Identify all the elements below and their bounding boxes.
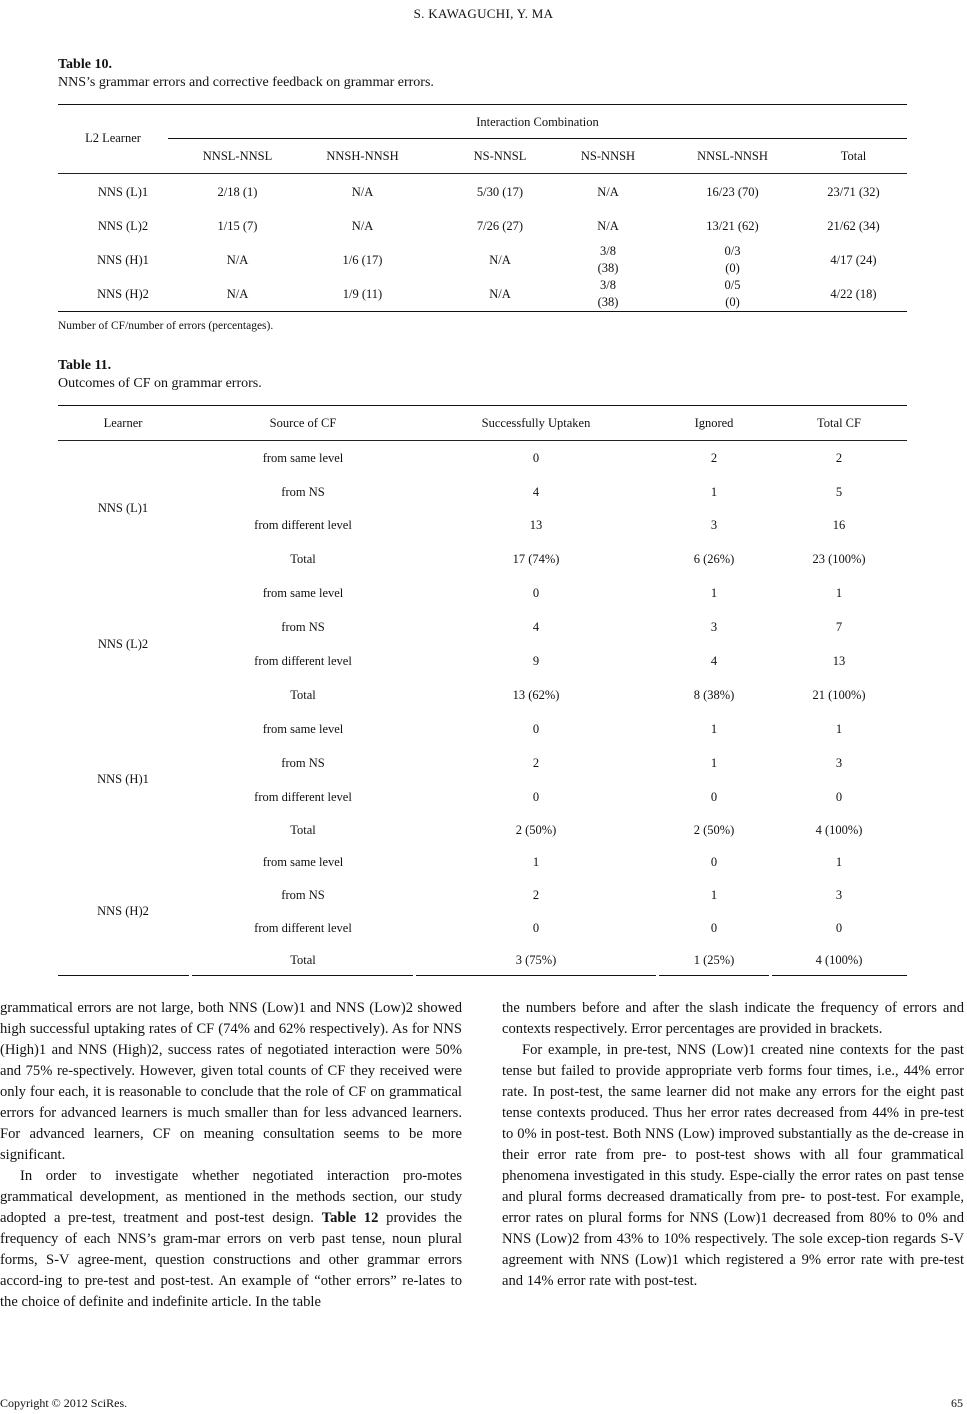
table11-bottom-rule [772,975,907,976]
table11-total: 1 [835,722,843,736]
table11-ignored: 1 [710,722,718,736]
table11-uptaken: 0 [532,921,540,935]
table11-source: from same level [262,722,344,736]
table10-bottom-rule [58,311,907,312]
table11-total: 1 [835,855,843,869]
table11-source: from different level [254,518,352,532]
table10-col-header: NS-NNSH [580,149,636,163]
table11-source: from NS [281,620,325,634]
table11-uptaken: 0 [532,586,540,600]
table11-source: from different level [254,921,352,935]
table10-cell: 16/23 (70) [706,185,759,199]
table11-ignored: 0 [710,855,718,869]
table11-col-header: Source of CF [269,416,337,430]
table10-col-header: NNSL-NNSL [202,149,273,163]
table11-source: from NS [281,756,325,770]
table11-source: Total [290,823,316,837]
table11-uptaken: 2 (50%) [515,823,557,837]
table11-source: from NS [281,888,325,902]
table10-col-header: NNSH-NNSH [326,149,399,163]
table11-source: Total [290,552,316,566]
body-right-column [502,998,964,1292]
table11-uptaken: 13 (62%) [512,688,560,702]
table10-cell: 13/21 (62) [706,219,759,233]
table11-bottom-rule [192,975,413,976]
table11-ignored: 1 [710,485,718,499]
table10-col-header: NNSL-NNSH [697,149,768,163]
table11-ignored: 3 [710,620,718,634]
table11-total: 2 [835,451,843,465]
table11-ignored: 2 (50%) [693,823,735,837]
table11-total: 1 [835,586,843,600]
table10-learner: NNS (H)1 [97,253,149,267]
table11-total: 4 (100%) [815,823,863,837]
table10-learner: NNS (H)2 [97,287,149,301]
paragraph-text: In order to investigate whether negotiated interaction pro-motes grammatical development, as mentioned in the methods section, our study adopted a pre-test, treatment and post-test design. [0,1168,462,1226]
table11-uptaken: 0 [532,790,540,804]
table11-bottom-rule [58,975,189,976]
table11-uptaken: 4 [532,620,540,634]
body-left-column [0,998,462,1313]
table10-cell-sub: (0) [725,261,740,275]
table11-uptaken: 1 [532,855,540,869]
table10-row-header: L2 Learner [85,131,141,145]
table10-cell: N/A [351,185,374,199]
table10-cell: N/A [351,219,374,233]
table11-ignored: 0 [710,790,718,804]
table10-cell: N/A [226,287,249,301]
table11-ignored: 8 (38%) [693,688,735,702]
table11-total: 13 [832,654,846,668]
table11-learner: NNS (L)1 [97,501,149,515]
paragraph-text: provides the frequency of each NNS’s gram-mar errors on verb past tense, noun plural forms, S-V agree-ment, question constructions and other grammar errors accord-ing to pre-test and post-test. An example of “other errors” re-lates to the choice of definite and indefinite article. In the table [0,1210,462,1310]
running-head: S. KAWAGUCHI, Y. MA [413,6,554,21]
table11-total: 23 (100%) [812,552,866,566]
table11-uptaken: 2 [532,888,540,902]
table-reference: Table 12 [321,1210,379,1226]
table10-cell: 4/17 (24) [830,253,877,267]
table10-cell: 0/5 [724,278,741,292]
table10-title: NNS’s grammar errors and corrective feedback on grammar errors. [58,75,434,90]
table11-total: 0 [835,921,843,935]
table11-ignored: 6 (26%) [693,552,735,566]
table11-ignored: 2 [710,451,718,465]
table11-source: from same level [262,586,344,600]
table10-cell: 1/6 (17) [342,253,383,267]
footer-copyright: Copyright © 2012 SciRes. [0,1396,128,1410]
table11-ignored: 4 [710,654,718,668]
table11-uptaken: 9 [532,654,540,668]
table11-total: 7 [835,620,843,634]
table11-total: 16 [832,518,846,532]
table11-top-rule [58,405,907,406]
table10-col-header: Total [840,149,867,163]
table11-uptaken: 17 (74%) [512,552,560,566]
table10-cell: 2/18 (1) [217,185,258,199]
table10-cell: N/A [226,253,249,267]
table10-learner: NNS (L)2 [97,219,149,233]
paragraph: the numbers before and after the slash indicate the frequency of errors and contexts respectively. Error percentages are provided in brackets. [502,1000,964,1037]
table10-group-header: Interaction Combination [476,115,599,129]
table11-total: 3 [835,756,843,770]
table10-cell: N/A [489,287,511,301]
table11-uptaken: 0 [532,722,540,736]
table11-total: 4 (100%) [815,953,863,967]
table11-source: from same level [262,451,344,465]
table11-source: from different level [254,790,352,804]
table11-bottom-rule [416,975,656,976]
table11-ignored: 1 [710,756,718,770]
table11-uptaken: 4 [532,485,540,499]
table11-total: 21 (100%) [812,688,866,702]
table11-col-header: Learner [103,416,143,430]
table10-top-rule [58,104,907,105]
table11-total: 5 [835,485,843,499]
table11-total: 0 [835,790,843,804]
table11-uptaken: 3 (75%) [515,953,557,967]
table11-source: from same level [262,855,344,869]
table10-cell: N/A [597,185,619,199]
table10-cell: 0/3 [724,244,741,258]
table10-cell: 21/62 (34) [827,219,880,233]
table11-learner: NNS (H)1 [97,772,149,786]
table10-cell: 3/8 [600,278,616,292]
table11-uptaken: 13 [529,518,543,532]
table11-ignored: 1 (25%) [693,953,735,967]
table10-learner: NNS (L)1 [97,185,149,199]
paragraph: For example, in pre-test, NNS (Low)1 created nine contexts for the past tense but failed to provide appropriate verb forms four times, i.e., 44% error rate. In post-test, the same learner did not make any errors for the eight past tense contexts produced. Thus her error rates decreased from 44% in pre-test to 0% in post-test. Both NNS (Low) improved substantially as the de-crease in their error rate from pre- to post-test shows with all four grammatical phenomena investigated in this study. Espe-cially the error rates on past tense and plural forms decreased dramatically from pre- to post-test. For example, error rates on plural forms for NNS (Low)1 decreased from 80% to 0% and NNS (Low)2 from 43% to 10% respectively. The sole excep-tion regards S-V agreement with NNS (Low)1 which registered a 9% error rate with pre-test and 14% error rate with post-test. [502,1042,964,1289]
table10-cell: 4/22 (18) [830,287,877,301]
table11-title: Outcomes of CF on grammar errors. [58,376,262,391]
table11-ignored: 1 [710,888,718,902]
table10-cell: N/A [489,253,511,267]
table11-source: Total [290,688,316,702]
table11-source: Total [290,953,316,967]
paragraph: grammatical errors are not large, both NNS (Low)1 and NNS (Low)2 showed high successful uptaking rates of CF (74% and 62% respectively). As for NNS (High)1 and NNS (High)2, success rates of negotiated interaction were 50% and 75% re-spectively. However, given total counts of CF they received were only four each, it is reasonable to conclude that the role of CF on grammatical errors for advanced learners is much smaller than for less advanced learners. For advanced learners, CF on meaning consultation seems to be more significant. [0,1000,462,1163]
table10-cell-sub: (0) [725,295,740,309]
table11-uptaken: 0 [532,451,540,465]
table11-caption [58,357,262,393]
table10-cell: 3/8 [600,244,616,258]
table11-source: from different level [254,654,352,668]
table10-caption [58,56,434,92]
table11-col-header: Total CF [817,416,861,430]
table11-learner: NNS (L)2 [97,637,149,651]
table10-cell: 7/26 (27) [476,219,524,233]
table10-col-header: NS-NNSL [473,149,527,163]
table11-total: 3 [835,888,843,902]
table11-ignored: 0 [710,921,718,935]
table10-label: Table 10. [58,57,112,72]
table11-bottom-rule [659,975,769,976]
table10-group-rule [168,138,907,139]
table10-cell-sub: (38) [597,295,619,309]
table10-cell: 1/15 (7) [217,219,258,233]
table11-source: from NS [281,485,325,499]
table10-cell: N/A [597,219,619,233]
table11-learner: NNS (H)2 [97,904,149,918]
table11-col-header: Successfully Uptaken [481,416,591,430]
table10-cell: 23/71 (32) [827,185,880,199]
table11-header-rule [58,440,907,441]
paragraph [0,1166,462,1313]
table10-cell-sub: (38) [597,261,619,275]
table10-cell: 5/30 (17) [476,185,524,199]
table10-note: Number of CF/number of errors (percentages). [58,320,274,332]
table11-col-header: Ignored [694,416,734,430]
footer-page-number: 65 [951,1396,963,1410]
table11-uptaken: 2 [532,756,540,770]
table11-ignored: 1 [710,586,718,600]
table10-header-rule [58,173,907,174]
table11-ignored: 3 [710,518,718,532]
table10-cell: 1/9 (11) [342,287,383,301]
table11-label: Table 11. [58,358,112,373]
